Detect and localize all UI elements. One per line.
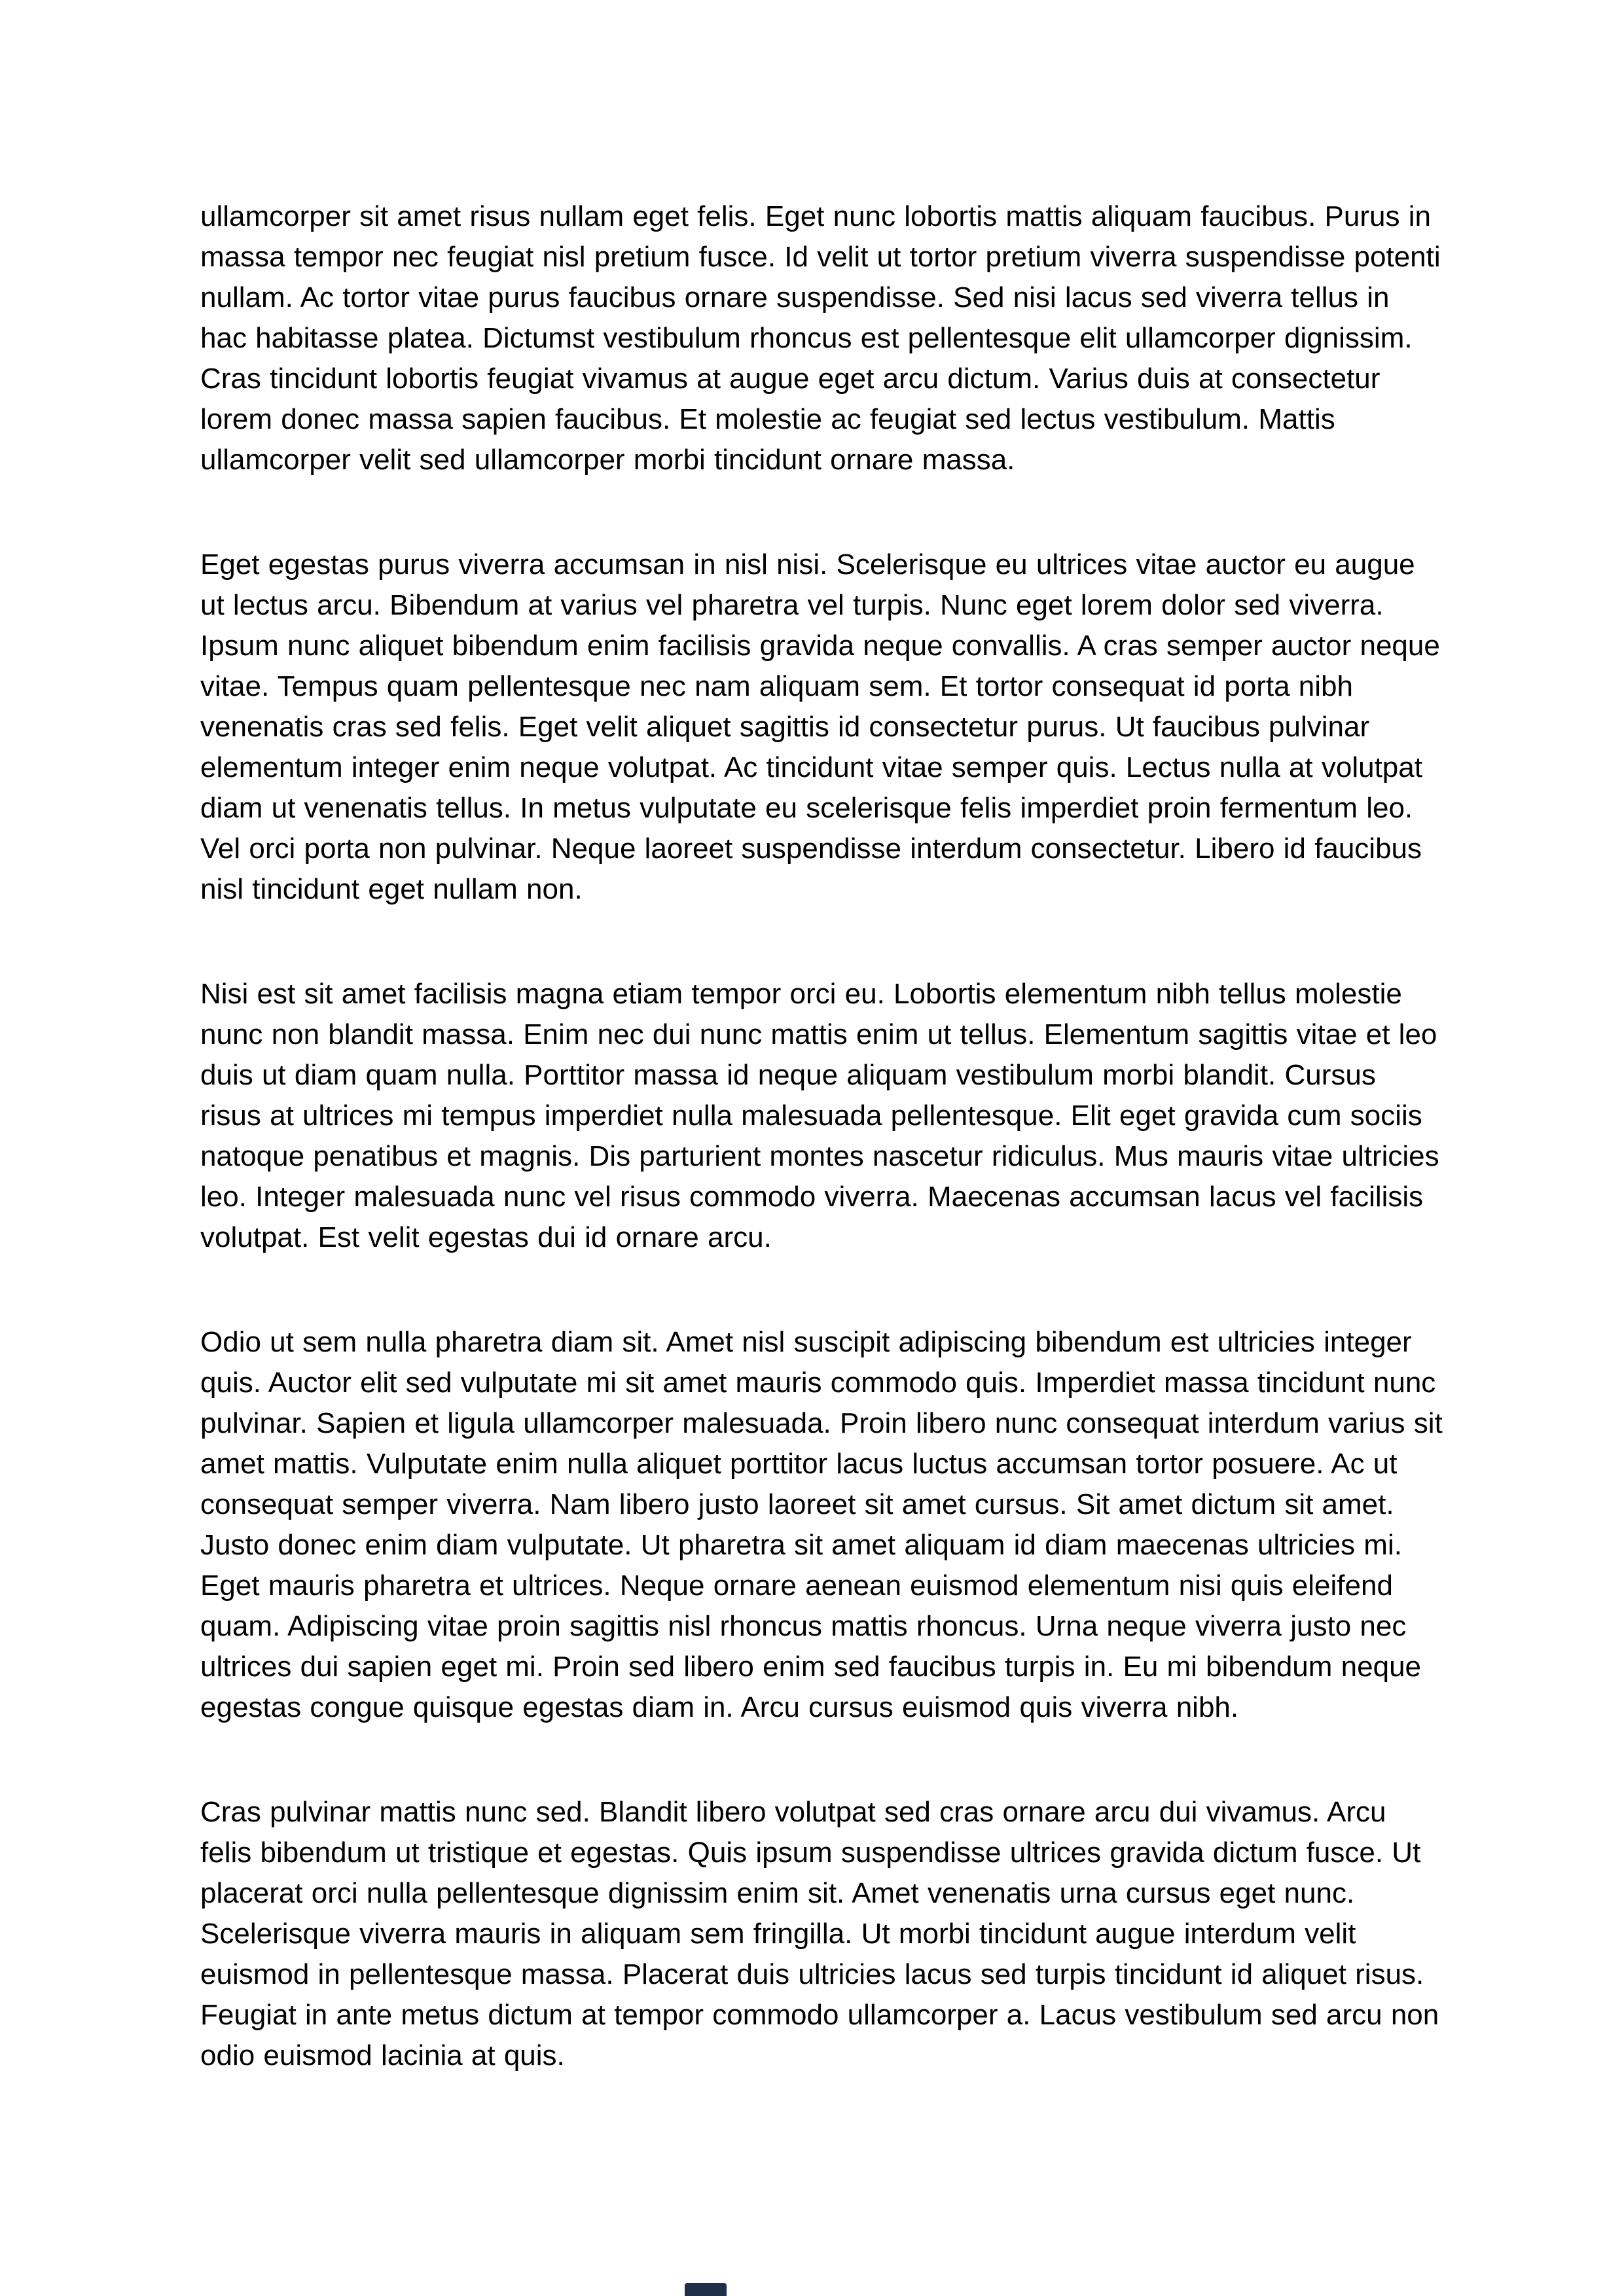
paragraph: Nisi est sit amet facilisis magna etiam tempor orci eu. Lobortis elementum nibh tellus molestie nunc non blandit massa. Enim nec dui nunc mattis enim ut tellus. Elementum sagittis vitae et leo duis ut diam quam nulla. Porttitor massa id neque aliquam vestibulum morbi blandit. Cursus risus at ultrices mi tempus imperdiet nulla malesuada pellentesque. Elit eget gravida cum sociis natoque penatibus et magnis. Dis parturient montes nascetur ridiculus. Mus mauris vitae ultricies leo. Integer malesuada nunc vel risus commodo viverra. Maecenas accumsan lacus vel facilisis volutpat. Est velit egestas dui id ornare arcu. xyxy=(200,978,1439,1253)
paragraph: Eget egestas purus viverra accumsan in nisl nisi. Scelerisque eu ultrices vitae auctor eu augue ut lectus arcu. Bibendum at varius vel pharetra vel turpis. Nunc eget lorem dolor sed viverra. Ipsum nunc aliquet bibendum enim facilisis gravida neque convallis. A cras semper auctor neque vitae. Tempus quam pellentesque nec nam aliquam sem. Et tortor consequat id porta nibh venenatis cras sed felis. Eget velit aliquet sagittis id consectetur purus. Ut faucibus pulvinar elementum integer enim neque volutpat. Ac tincidunt vitae semper quis. Lectus nulla at volutpat diam ut venenatis tellus. In metus vulputate eu scelerisque felis imperdiet proin fermentum leo. Vel orci porta non pulvinar. Neque laoreet suspendisse interdum consectetur. Libero id faucibus nisl tincidunt eget nullam non. xyxy=(200,548,1440,905)
page-content xyxy=(200,196,1444,2076)
bottom-edge-bar xyxy=(685,2283,727,2296)
paragraph: Cras pulvinar mattis nunc sed. Blandit libero volutpat sed cras ornare arcu dui vivamus. Arcu felis bibendum ut tristique et egestas. Quis ipsum suspendisse ultrices gravida dictum fusce. Ut placerat orci nulla pellentesque dignissim enim sit. Amet venenatis urna cursus eget nunc. Scelerisque viverra mauris in aliquam sem fringilla. Ut morbi tincidunt augue interdum velit euismod in pellentesque massa. Placerat duis ultricies lacus sed turpis tincidunt id aliquet risus. Feugiat in ante metus dictum at tempor commodo ullamcorper a. Lacus vestibulum sed arcu non odio euismod lacinia at quis. xyxy=(200,1796,1439,2072)
paragraph: ullamcorper sit amet risus nullam eget felis. Eget nunc lobortis mattis aliquam faucibus. Purus in massa tempor nec feugiat nisl pretium fusce. Id velit ut tortor pretium viverra suspendisse potenti nullam. Ac tortor vitae purus faucibus ornare suspendisse. Sed nisi lacus sed viverra tellus in hac habitasse platea. Dictumst vestibulum rhoncus est pellentesque elit ullamcorper dignissim. Cras tincidunt lobortis feugiat vivamus at augue eget arcu dictum. Varius duis at consectetur lorem donec massa sapien faucibus. Et molestie ac feugiat sed lectus vestibulum. Mattis ullamcorper velit sed ullamcorper morbi tincidunt ornare massa. xyxy=(200,200,1441,476)
paragraph: Odio ut sem nulla pharetra diam sit. Amet nisl suscipit adipiscing bibendum est ultricies integer quis. Auctor elit sed vulputate mi sit amet mauris commodo quis. Imperdiet massa tincidunt nunc pulvinar. Sapien et ligula ullamcorper malesuada. Proin libero nunc consequat interdum varius sit amet mattis. Vulputate enim nulla aliquet porttitor lacus luctus accumsan tortor posuere. Ac ut consequat semper viverra. Nam libero justo laoreet sit amet cursus. Sit amet dictum sit amet. Justo donec enim diam vulputate. Ut pharetra sit amet aliquam id diam maecenas ultricies mi. Eget mauris pharetra et ultrices. Neque ornare aenean euismod elementum nisi quis eleifend quam. Adipiscing vitae proin sagittis nisl rhoncus mattis rhoncus. Urna neque viverra justo nec ultrices dui sapien eget mi. Proin sed libero enim sed faucibus turpis in. Eu mi bibendum neque egestas congue quisque egestas diam in. Arcu cursus euismod quis viverra nibh. xyxy=(200,1326,1443,1723)
